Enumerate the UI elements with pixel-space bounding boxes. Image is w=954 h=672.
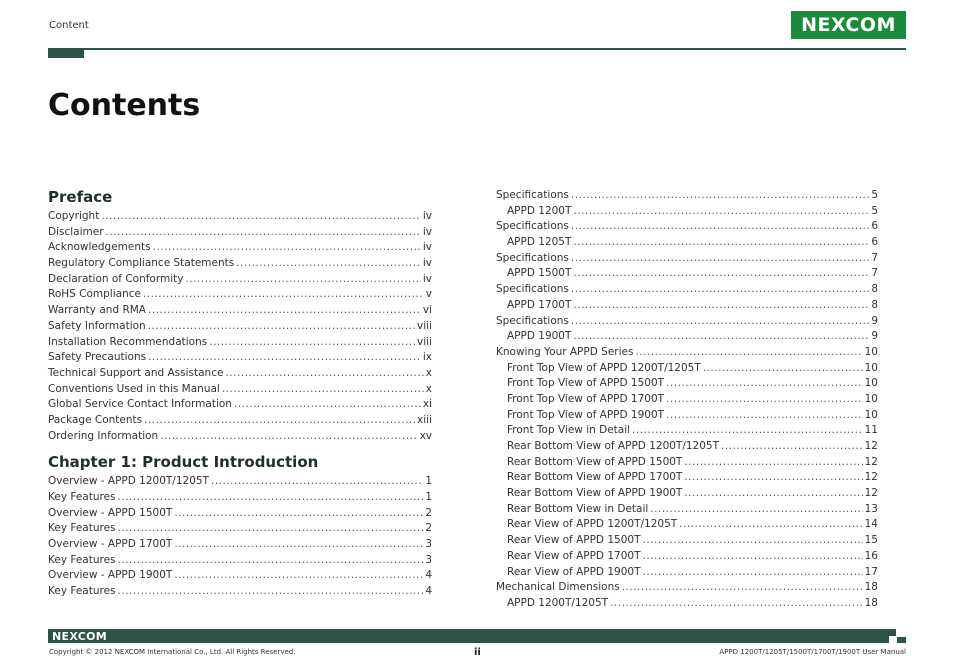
toc-dot-leader: [643, 565, 863, 581]
toc-entry-page: 10: [864, 408, 878, 421]
toc-dot-leader: [643, 533, 863, 549]
header-section-label: Content: [49, 20, 89, 31]
toc-entry-page: 8: [871, 298, 878, 311]
toc-entry-label: APPD 1700T: [507, 298, 572, 311]
toc-entry[interactable]: [48, 319, 432, 335]
header-accent-block: [48, 48, 84, 58]
toc-dot-leader: [571, 314, 869, 330]
toc-entry-label: Front Top View of APPD 1900T: [507, 408, 665, 421]
toc-dot-leader: [185, 272, 420, 288]
toc-entry-page: 2: [425, 506, 432, 519]
toc-dot-leader: [118, 521, 424, 537]
toc-entry-label: APPD 1200T: [507, 204, 572, 217]
toc-entry-page: 12: [864, 487, 878, 500]
toc-entry[interactable]: [48, 506, 432, 522]
toc-entry-label: Rear Bottom View of APPD 1900T: [507, 487, 683, 500]
toc-entry[interactable]: [496, 502, 878, 518]
toc-entry[interactable]: [48, 553, 432, 569]
toc-entry-label: Front Top View in Detail: [507, 424, 631, 437]
toc-entry-page: 7: [871, 267, 878, 280]
toc-entry-page: 9: [871, 330, 878, 343]
toc-dot-leader: [571, 251, 869, 267]
toc-entry[interactable]: [496, 439, 878, 455]
toc-entry-label: Front Top View of APPD 1700T: [507, 392, 665, 405]
toc-entry[interactable]: [496, 266, 878, 282]
toc-entry-label: Specifications: [496, 314, 569, 327]
toc-entry[interactable]: [496, 517, 878, 533]
toc-entry-page: viii: [417, 335, 432, 348]
toc-dot-leader: [148, 303, 421, 319]
toc-entry-page: 14: [864, 518, 878, 531]
toc-entry-label: Rear View of APPD 1200T/1205T: [507, 518, 678, 531]
toc-dot-leader: [666, 376, 863, 392]
toc-entry-label: Front Top View of APPD 1200T/1205T: [507, 361, 701, 374]
toc-entry[interactable]: [48, 225, 432, 241]
toc-entry-page: 10: [864, 345, 878, 358]
toc-entry[interactable]: [48, 490, 432, 506]
toc-entry-page: iv: [422, 241, 432, 254]
toc-entry-page: viii: [417, 319, 432, 332]
toc-entry[interactable]: [496, 423, 878, 439]
toc-entry-label: Installation Recommendations: [48, 335, 208, 348]
toc-entry-page: 2: [425, 522, 432, 535]
toc-entry-label: Declaration of Conformity: [48, 272, 184, 285]
toc-entry[interactable]: [48, 382, 432, 398]
toc-entry-label: APPD 1900T: [507, 330, 572, 343]
toc-entry-label: Warranty and RMA: [48, 304, 146, 317]
footer-corner-square: [889, 629, 896, 636]
toc-entry-page: 4: [425, 569, 432, 582]
toc-entry[interactable]: [496, 580, 878, 596]
toc-entry-page: iv: [422, 210, 432, 222]
toc-entry[interactable]: [48, 429, 432, 445]
toc-entry[interactable]: [496, 376, 878, 392]
toc-entry-label: Rear View of APPD 1700T: [507, 549, 641, 562]
toc-entry[interactable]: [496, 235, 878, 251]
toc-entry[interactable]: [496, 298, 878, 314]
toc-dot-leader: [679, 517, 862, 533]
toc-entry-page: 18: [864, 581, 878, 594]
toc-entry-page: x: [425, 382, 432, 395]
toc-entry-page: 8: [871, 283, 878, 296]
toc-entry-page: xv: [419, 429, 432, 442]
toc-entry[interactable]: [496, 392, 878, 408]
toc-dot-leader: [209, 335, 415, 351]
toc-entry-page: 10: [864, 392, 878, 405]
toc-entry-label: APPD 1500T: [507, 267, 572, 280]
toc-dot-leader: [703, 361, 863, 377]
toc-entry-page: x: [425, 366, 432, 379]
toc-entry[interactable]: [496, 533, 878, 549]
toc-entry-page: 12: [864, 455, 878, 468]
toc-entry[interactable]: [496, 408, 878, 424]
toc-entry-label: Safety Information: [48, 319, 146, 332]
toc-dot-leader: [174, 568, 423, 584]
toc-entry[interactable]: [496, 596, 878, 612]
toc-dot-leader: [118, 553, 424, 569]
toc-entry-label: APPD 1205T: [507, 236, 572, 249]
toc-entry[interactable]: [496, 455, 878, 471]
toc-entry[interactable]: [48, 397, 432, 413]
toc-entry-label: Mechanical Dimensions: [496, 581, 620, 594]
toc-entry-page: 5: [871, 204, 878, 217]
footer-copyright: Copyright © 2012 NEXCOM International Co., Ltd. All Rights Reserved.: [49, 648, 296, 656]
toc-entry-label: Rear Bottom View of APPD 1200T/1205T: [507, 440, 720, 452]
toc-entry-page: 15: [864, 534, 878, 547]
toc-entry-label: APPD 1200T/1205T: [507, 596, 609, 609]
toc-dot-leader: [573, 266, 869, 282]
toc-dot-leader: [236, 256, 421, 272]
header-rule: [84, 48, 906, 50]
toc-entry[interactable]: [496, 470, 878, 486]
toc-entry-label: Rear Bottom View in Detail: [507, 502, 649, 515]
toc-entry-page: 18: [864, 596, 878, 609]
toc-dot-leader: [622, 580, 863, 596]
toc-entry-label: Specifications: [496, 189, 569, 201]
toc-entry[interactable]: [496, 219, 878, 235]
toc-entry-label: Specifications: [496, 251, 569, 264]
toc-dot-leader: [666, 392, 863, 408]
toc-entry-page: 10: [864, 377, 878, 390]
toc-entry-page: iv: [422, 272, 432, 285]
toc-entry-label: Key Features: [48, 585, 116, 598]
toc-entry-label: Rear Bottom View of APPD 1700T: [507, 471, 683, 484]
toc-entry-page: 4: [425, 585, 432, 598]
toc-entry-page: 16: [864, 549, 878, 562]
toc-dot-leader: [118, 584, 424, 600]
toc-dot-leader: [643, 549, 863, 565]
toc-entry[interactable]: [48, 335, 432, 351]
toc-entry[interactable]: [48, 537, 432, 553]
toc-entry[interactable]: [496, 251, 878, 267]
toc-dot-leader: [106, 225, 421, 241]
toc-dot-leader: [573, 298, 869, 314]
toc-dot-leader: [635, 345, 862, 361]
toc-entry-page: 12: [864, 471, 878, 484]
toc-dot-leader: [571, 282, 869, 298]
toc-dot-leader: [211, 474, 423, 490]
toc-entry-page: 6: [871, 236, 878, 249]
toc-entry-page: 10: [864, 361, 878, 374]
toc-entry-page: ix: [422, 351, 432, 364]
toc-dot-leader: [101, 209, 421, 225]
toc-entry[interactable]: [496, 486, 878, 502]
toc-entry[interactable]: [48, 209, 432, 225]
toc-entry-label: Front Top View of APPD 1500T: [507, 377, 665, 390]
toc-entry-label: Knowing Your APPD Series: [496, 345, 634, 358]
toc-dot-leader: [666, 408, 863, 424]
toc-entry-label: Disclaimer: [48, 225, 104, 238]
toc-dot-leader: [160, 429, 417, 445]
toc-entry-page: 1: [425, 475, 432, 488]
toc-entry-label: Rear Bottom View of APPD 1500T: [507, 455, 683, 468]
toc-dot-leader: [143, 287, 424, 303]
toc-entry-label: Overview - APPD 1500T: [48, 506, 173, 519]
toc-dot-leader: [632, 423, 863, 439]
toc-entry-page: 17: [864, 565, 878, 578]
toc-entry-page: iv: [422, 225, 432, 238]
toc-dot-leader: [148, 319, 415, 335]
toc-entry-page: 1: [425, 491, 432, 503]
toc-entry-label: Overview - APPD 1200T/1205T: [48, 475, 209, 488]
toc-entry-label: Rear View of APPD 1500T: [507, 534, 641, 547]
toc-dot-leader: [573, 204, 869, 220]
footer-bar: [48, 629, 889, 643]
nexcom-logo: [791, 11, 906, 39]
footer-page-number: ii: [474, 647, 481, 658]
toc-entry-page: 5: [871, 189, 878, 201]
toc-dot-leader: [144, 413, 415, 429]
toc-entry-label: Regulatory Compliance Statements: [48, 257, 235, 270]
toc-entry-page: 3: [425, 538, 432, 551]
toc-entry[interactable]: [48, 584, 432, 600]
toc-entry[interactable]: [48, 272, 432, 288]
toc-entry-page: 11: [864, 424, 878, 437]
logo-text: NEXCOM: [801, 14, 896, 36]
toc-entry-label: Acknowledgements: [48, 241, 151, 254]
toc-dot-leader: [573, 235, 869, 251]
toc-entry[interactable]: [496, 204, 878, 220]
toc-entry-page: 9: [871, 314, 878, 327]
toc-entry[interactable]: [496, 549, 878, 565]
toc-entry-page: 13: [864, 502, 878, 515]
toc-entry[interactable]: [48, 350, 432, 366]
toc-section-heading[interactable]: Preface: [48, 188, 113, 206]
toc-entry-page: 3: [425, 553, 432, 566]
toc-entry-page: 7: [871, 251, 878, 264]
toc-entry[interactable]: [48, 413, 432, 429]
toc-entry-label: Global Service Contact Information: [48, 398, 232, 411]
toc-entry-page: vi: [422, 304, 432, 317]
toc-section-heading[interactable]: Chapter 1: Product Introduction: [48, 453, 319, 472]
toc-entry[interactable]: [48, 240, 432, 256]
toc-entry-label: Key Features: [48, 553, 116, 566]
toc-entry-label: Key Features: [48, 491, 116, 503]
toc-entry-page: 12: [864, 440, 878, 452]
toc-entry[interactable]: [48, 303, 432, 319]
toc-right-column: [496, 188, 878, 612]
toc-dot-leader: [153, 240, 421, 256]
toc-entry-page: 6: [871, 220, 878, 233]
toc-entry-label: Overview - APPD 1700T: [48, 538, 173, 551]
toc-dot-leader: [684, 455, 862, 471]
toc-dot-leader: [684, 470, 862, 486]
toc-dot-leader: [118, 490, 424, 506]
toc-entry[interactable]: [496, 329, 878, 345]
toc-dot-leader: [174, 506, 423, 522]
toc-dot-leader: [148, 350, 421, 366]
toc-entry[interactable]: [496, 188, 878, 204]
toc-dot-leader: [721, 439, 863, 455]
toc-dot-leader: [234, 397, 421, 413]
footer-corner-square: [897, 637, 906, 643]
toc-entry-page: xiii: [417, 413, 432, 426]
toc-entry-label: Conventions Used in this Manual: [48, 382, 220, 395]
toc-entry[interactable]: [496, 345, 878, 361]
toc-entry[interactable]: [48, 474, 432, 490]
toc-entry[interactable]: [48, 256, 432, 272]
toc-dot-leader: [222, 382, 424, 398]
toc-dot-leader: [573, 329, 869, 345]
toc-entry-label: Key Features: [48, 522, 116, 535]
toc-entry[interactable]: [496, 565, 878, 581]
toc-left-column: [48, 187, 432, 600]
toc-entry[interactable]: [48, 366, 432, 382]
toc-entry[interactable]: [48, 287, 432, 303]
toc-entry-label: Copyright: [48, 210, 100, 222]
page-title: Contents: [48, 88, 201, 123]
toc-dot-leader: [225, 366, 423, 382]
toc-entry-label: Ordering Information: [48, 429, 159, 442]
toc-dot-leader: [650, 502, 862, 518]
toc-entry-label: Package Contents: [48, 413, 143, 426]
toc-entry-label: Specifications: [496, 220, 569, 233]
toc-entry-page: xi: [422, 398, 432, 411]
toc-entry[interactable]: [48, 568, 432, 584]
toc-entry-label: Safety Precautions: [48, 351, 147, 364]
toc-entry-label: RoHS Compliance: [48, 288, 141, 301]
toc-entry-label: Overview - APPD 1900T: [48, 569, 173, 582]
toc-dot-leader: [684, 486, 862, 502]
toc-entry-label: Rear View of APPD 1900T: [507, 565, 641, 578]
toc-entry-label: Technical Support and Assistance: [48, 366, 224, 379]
footer-manual-title: APPD 1200T/1205T/1500T/1700T/1900T User Manual: [719, 648, 906, 656]
toc-entry[interactable]: [496, 282, 878, 298]
toc-entry-page: v: [425, 288, 432, 301]
toc-dot-leader: [571, 188, 869, 204]
toc-dot-leader: [571, 219, 869, 235]
toc-entry[interactable]: [496, 314, 878, 330]
toc-dot-leader: [174, 537, 423, 553]
toc-dot-leader: [610, 596, 863, 612]
toc-entry-label: Specifications: [496, 283, 569, 296]
toc-entry[interactable]: [48, 521, 432, 537]
toc-entry[interactable]: [496, 361, 878, 377]
toc-entry-page: iv: [422, 257, 432, 270]
footer-logo: NEXCOM: [52, 630, 107, 643]
